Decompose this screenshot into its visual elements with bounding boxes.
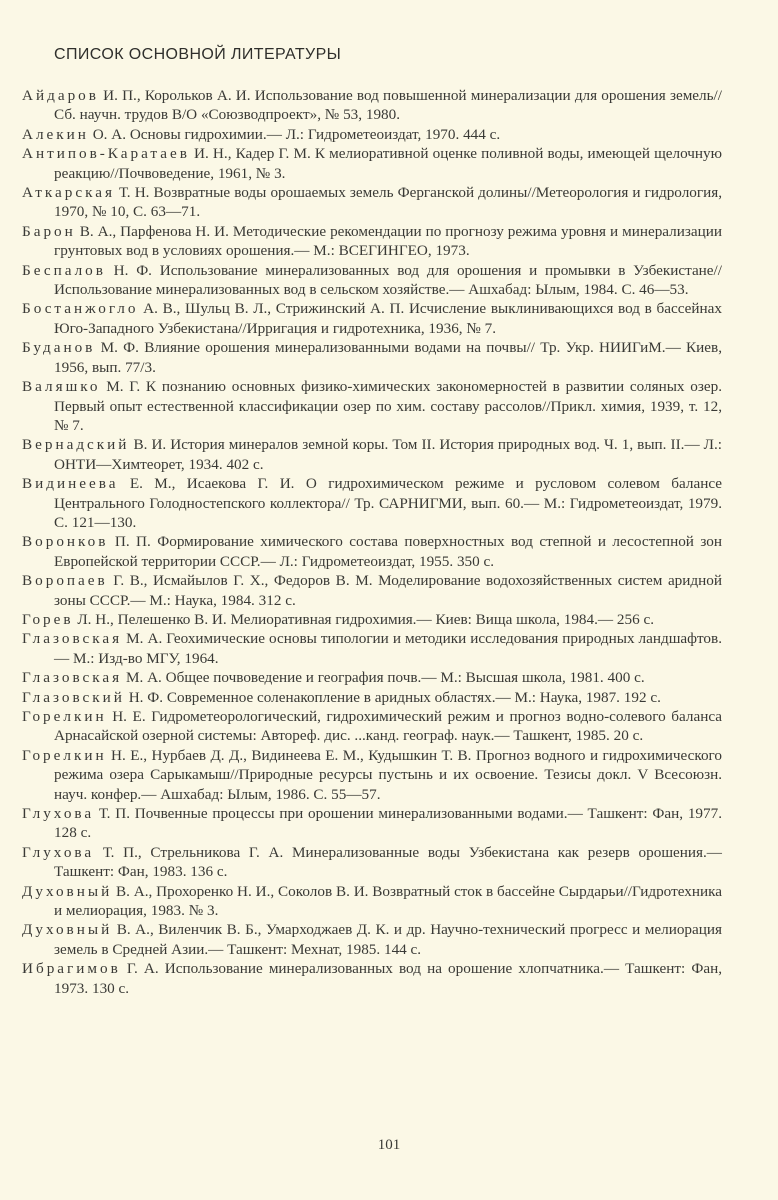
reference-text: Н. Е. Гидрометеорологический, гидрохимический режим и прогноз водно-солевого баланса Арнасайской озерной системы: Автореф. дис. ...канд. географ. наук.— Ташкент, 1985. 20 с. xyxy=(54,708,722,745)
reference-text: Л. Н., Пелешенко В. И. Мелиоративная гидрохимия.— Киев: Вища школа, 1984.— 256 с. xyxy=(73,610,655,628)
reference-author: Глухова xyxy=(22,843,95,861)
reference-author: Воропаев xyxy=(22,572,108,590)
reference-item xyxy=(22,629,722,668)
reference-author: Алекин xyxy=(22,125,89,143)
reference-item xyxy=(22,610,722,629)
reference-item xyxy=(22,299,722,338)
reference-text: И. П., Корольков А. И. Использование вод повышенной минерализации для орошения земель//Сб. научн. трудов В/О «Союзводпроект», № 53, 1980. xyxy=(54,87,722,124)
reference-author: Горев xyxy=(22,610,74,628)
reference-text: Г. А. Использование минерализованных вод на орошение хлопчатника.— Ташкент: Фан, 1973. 130 с. xyxy=(54,960,722,997)
reference-item xyxy=(22,843,722,882)
reference-item xyxy=(22,222,722,261)
reference-item xyxy=(22,125,722,144)
reference-author: Антипов-Каратаев xyxy=(22,145,190,163)
reference-text: Н. Ф. Современное соленакопление в аридных областях.— М.: Наука, 1987. 192 с. xyxy=(124,688,661,706)
reference-author: Айдаров xyxy=(22,87,99,104)
reference-item xyxy=(22,86,722,125)
reference-item xyxy=(22,377,722,435)
reference-author: Аткарская xyxy=(22,184,115,202)
reference-author: Воронков xyxy=(22,533,109,551)
reference-author: Духовный xyxy=(22,921,113,939)
reference-author: Глазовская xyxy=(22,630,123,648)
reference-text: Н. Ф. Использование минерализованных вод для орошения и промывки в Узбекистане//Использование минерализованных вод в сельском хозяйстве.— Ашхабад: Ылым, 1984. С. 46—53. xyxy=(54,261,722,299)
reference-item xyxy=(22,532,722,571)
reference-text: П. П. Формирование химического состава поверхностных вод степной и лесостепной зон Европейской территории СССР.— Л.: Гидрометеоиздат, 1955. 350 с. xyxy=(54,533,722,570)
reference-author: Глазовская xyxy=(22,669,123,687)
reference-text: Г. В., Исмайылов Г. Х., Федоров В. М. Моделирование водохозяйственных систем аридной зоны СССР.— М.: Наука, 1984. 312 с. xyxy=(54,572,722,609)
page-number: 101 xyxy=(377,1137,401,1153)
reference-text: М. Г. К познанию основных физико-химических закономерностей в развитии соляных озер. Первый опыт естественной классификации озер по хим. составу рассолов//Прикл. химия, 1939, т. 12, № 7. xyxy=(54,378,722,434)
reference-author: Горелкин xyxy=(22,746,107,764)
reference-text: В. А., Виленчик В. Б., Умарходжаев Д. К. и др. Научно-технический прогресс и мелиорация земель в Средней Азии.— Ташкент: Мехнат, 1985. 144 с. xyxy=(54,921,722,958)
page-title: СПИСОК ОСНОВНОЙ ЛИТЕРАТУРЫ xyxy=(54,46,342,63)
reference-item xyxy=(22,668,722,687)
reference-item xyxy=(22,474,722,532)
reference-text: Е. М., Исаекова Г. И. О гидрохимическом режиме и русловом солевом балансе Центрального Голодностепского коллектора// Тр. САРНИГМИ, вып. 60.— М.: Гидрометеоиздат, 1979. С. 121—130. xyxy=(54,475,722,531)
reference-author: Бостанжогло xyxy=(22,300,139,318)
reference-item xyxy=(22,920,722,959)
reference-item xyxy=(22,338,722,377)
reference-text: М. Ф. Влияние орошения минерализованными водами на почвы// Тр. Укр. НИИГиМ.— Киев, 1956, вып. 77/3. xyxy=(54,339,722,376)
reference-item xyxy=(22,882,722,921)
reference-text: О. А. Основы гидрохимии.— Л.: Гидрометеоиздат, 1970. 444 с. xyxy=(88,125,501,143)
reference-author: Барон xyxy=(22,222,76,240)
reference-item xyxy=(22,959,722,998)
reference-author: Глазовский xyxy=(22,688,125,706)
reference-item xyxy=(22,707,722,746)
reference-item xyxy=(22,571,722,610)
reference-text: Н. Е., Нурбаев Д. Д., Видинеева Е. М., Кудышкин Т. В. Прогноз водного и гидрохимического режима озера Сарыкамыш//Природные ресурсы пустынь и их освоение. Тезисы докл. V Всесоюзн. науч. конфер.— Ашхабад: Ылым, 1986. С. 55—57. xyxy=(54,746,722,803)
reference-item xyxy=(22,746,722,804)
reference-item xyxy=(22,261,722,300)
reference-author: Ибрагимов xyxy=(22,960,121,978)
reference-text: А. В., Шульц В. Л., Стрижинский А. П. Исчисление выклинивающихся вод в бассейнах Юго-Западного Узбекистана//Ирригация и гидротехника, 1936, № 7. xyxy=(54,300,722,337)
reference-list xyxy=(22,86,722,998)
reference-item xyxy=(22,144,722,183)
reference-text: Т. П. Почвенные процессы при орошении минерализованными водами.— Ташкент: Фан, 1977. 128 с. xyxy=(54,805,722,842)
reference-author: Беспалов xyxy=(22,261,106,279)
reference-author: Глухова xyxy=(22,805,95,823)
reference-text: В. А., Прохоренко Н. И., Соколов В. И. Возвратный сток в бассейне Сырдарьи//Гидротехника и мелиорация, 1983. № 3. xyxy=(54,882,722,920)
reference-item xyxy=(22,435,722,474)
reference-text: И. Н., Кадер Г. М. К мелиоративной оценке поливной воды, имеющей щелочную реакцию//Почвоведение, 1961, № 3. xyxy=(54,145,722,182)
reference-text: Т. П., Стрельникова Г. А. Минерализованные воды Узбекистана как резерв орошения.— Ташкент: Фан, 1983. 136 с. xyxy=(54,843,722,881)
reference-text: Т. Н. Возвратные воды орошаемых земель Ферганской долины//Метеорология и гидрология, 1970, № 10, С. 63—71. xyxy=(54,184,722,221)
reference-text: М. А. Общее почвоведение и география почв.— М.: Высшая школа, 1981. 400 с. xyxy=(122,669,645,687)
reference-author: Горелкин xyxy=(22,708,107,725)
reference-author: Вернадский xyxy=(22,436,130,454)
reference-item xyxy=(22,688,722,707)
reference-author: Видинеева xyxy=(22,475,119,493)
reference-author: Духовный xyxy=(22,882,113,900)
reference-text: В. И. История минералов земной коры. Том II. История природных вод. Ч. 1, вып. II.— Л.: ОНТИ—Химтеорет, 1934. 402 с. xyxy=(54,436,722,473)
reference-item xyxy=(22,804,722,843)
reference-text: М. А. Геохимические основы типологии и методики исследования природных ландшафтов.— М.: Изд-во МГУ, 1964. xyxy=(54,630,722,667)
reference-author: Буданов xyxy=(22,339,96,357)
reference-author: Валяшко xyxy=(22,378,101,396)
reference-item xyxy=(22,183,722,222)
reference-text: В. А., Парфенова Н. И. Методические рекомендации по прогнозу режима уровня и минерализации грунтовых вод в условиях орошения.— М.: ВСЕГИНГЕО, 1973. xyxy=(54,222,722,260)
